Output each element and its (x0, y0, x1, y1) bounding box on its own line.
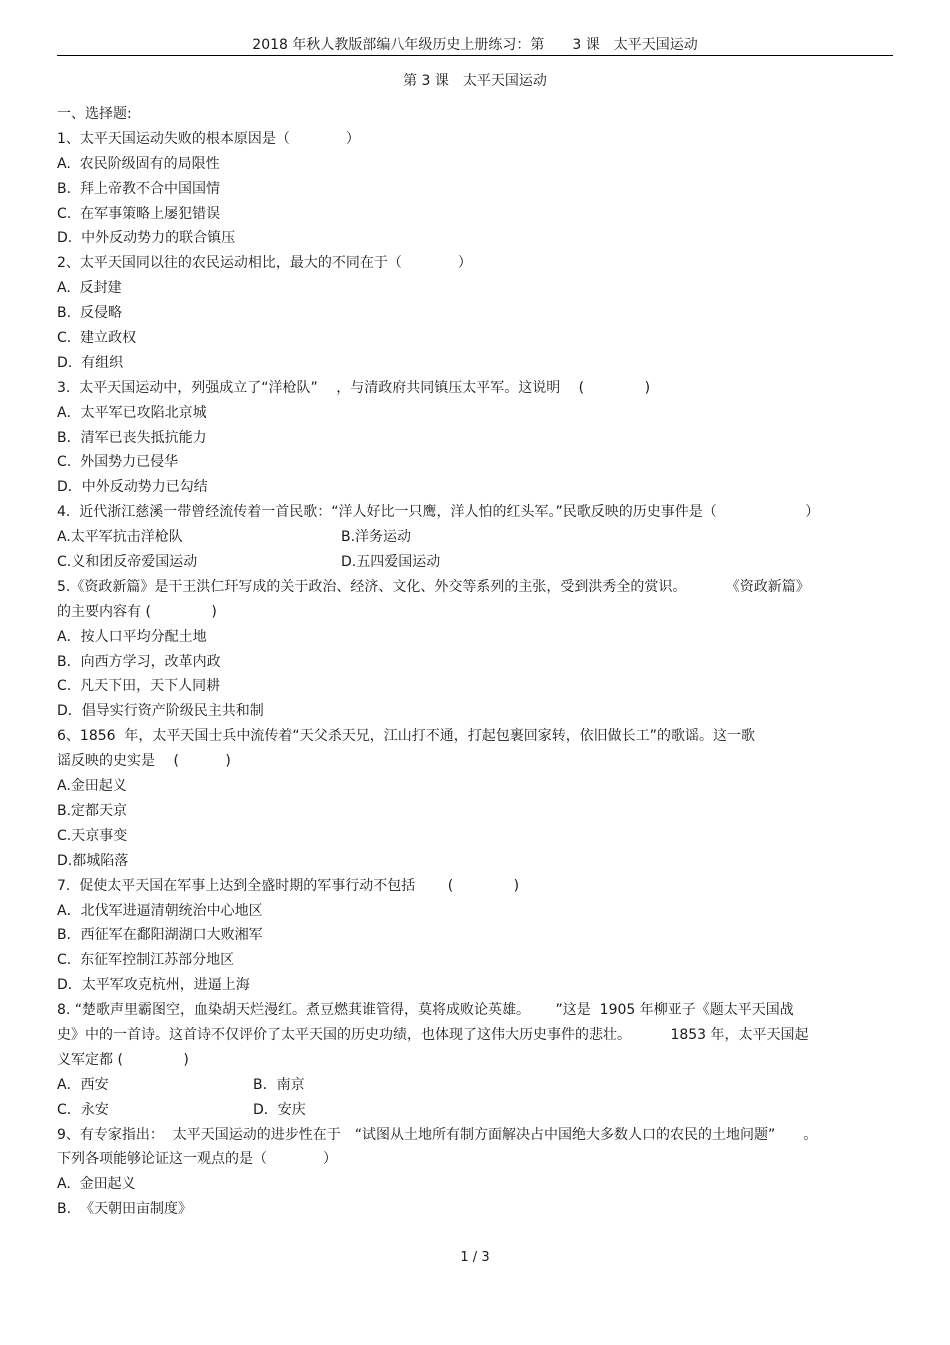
question-block-2 (57, 575, 893, 1073)
text-line: C. 建立政权 (57, 330, 137, 347)
text-line: 9、有专家指出： 太平天国运动的进步性在于 “试图从土地所有制方面解决占中国绝大多数人口的农民的土地问题” 。 (57, 1126, 818, 1143)
option-row (57, 1098, 893, 1123)
text-line: B．西征军在鄱阳湖湖口大败湘军 (57, 927, 263, 944)
text-line: B.定都天京 (57, 802, 128, 819)
text-line: A．按人口平均分配土地 (57, 628, 207, 645)
answer-option: C.义和团反帝爱国运动 (57, 554, 198, 571)
page-number: 1 / 3 (460, 1250, 490, 1265)
text-line: 的主要内容有 ( ) (57, 603, 217, 620)
text-line: D. 有组织 (57, 354, 124, 371)
text-line: A．北伐军进逼清朝统治中心地区 (57, 902, 263, 919)
answer-option: D.五四爱国运动 (341, 554, 441, 571)
text-line: 1、太平天国运动失败的根本原因是（ ） (57, 130, 360, 147)
page-header: 2018 年秋人教版部编八年级历史上册练习：第 3 课 太平天国运动 (252, 37, 698, 53)
q8-options (57, 1073, 893, 1123)
text-line: A. 农民阶级固有的局限性 (57, 155, 220, 172)
text-line: D．太平军攻克杭州，进逼上海 (57, 977, 250, 994)
option-row (57, 525, 893, 550)
text-line: A. 金田起义 (57, 1176, 136, 1193)
text-line: C.天京事变 (57, 827, 128, 844)
text-line: B. 反侵略 (57, 305, 122, 322)
text-line: 义军定都 ( ) (57, 1051, 189, 1068)
page-title: 第 3 课 太平天国运动 (403, 73, 547, 89)
text-line: 4. 近代浙江慈溪一带曾经流传着一首民歌：“洋人好比一只鹰，洋人怕的红头军。”民歌反映的历史事件是（ ） (57, 504, 820, 521)
answer-option: C．永安 (57, 1101, 109, 1118)
text-line: B．向西方学习，改革内政 (57, 653, 221, 670)
answer-option: A.太平军抗击洋枪队 (57, 529, 183, 546)
text-line: B. 《天朝田亩制度》 (57, 1201, 192, 1218)
exercise-content (57, 102, 893, 1222)
text-line: D.都城陷落 (57, 852, 129, 869)
text-line: C. 凡天下田，天下人同耕 (57, 678, 221, 695)
text-line: 谣反映的史实是 ( ) (57, 753, 231, 770)
answer-option: D．安庆 (253, 1101, 306, 1118)
question-block-1 (57, 127, 893, 525)
option-row (57, 1073, 893, 1098)
text-line: 2、太平天国同以往的农民运动相比，最大的不同在于（ ） (57, 255, 472, 272)
text-line: A. 反封建 (57, 280, 122, 297)
text-line: C. 外国势力已侵华 (57, 454, 179, 471)
answer-option: B．南京 (253, 1076, 305, 1093)
answer-option: A．西安 (57, 1076, 109, 1093)
answer-option: B.洋务运动 (341, 529, 412, 546)
text-line: 下列各项能够论证这一观点的是（ ） (57, 1151, 337, 1168)
text-line: D. 中外反动势力的联合镇压 (57, 230, 236, 247)
text-line: A.金田起义 (57, 778, 127, 795)
text-line: D．倡导实行资产阶级民主共和制 (57, 703, 264, 720)
text-line: B. 拜上帝教不合中国国情 (57, 180, 220, 197)
text-line: 5.《资政新篇》是干王洪仁玕写成的关于政治、经济、文化、外交等系列的主张，受到洪秀全的赏识。 《资政新篇》 (57, 578, 810, 595)
header-divider (57, 55, 893, 56)
option-row (57, 550, 893, 575)
text-line: D．中外反动势力已勾结 (57, 479, 208, 496)
text-line: C. 东征军控制江苏部分地区 (57, 952, 235, 969)
text-line: 6、1856 年，太平天国士兵中流传着“天父杀天兄，江山打不通，打起包裹回家转，依旧做长工”的歌谣。这一歌 (57, 728, 755, 745)
text-line: A．太平军已攻陷北京城 (57, 404, 207, 421)
text-line: 8. “楚歌声里霸图空，血染胡天烂漫红。煮豆燃萁谁管得，莫将成败论英雄。 ”这是 1905 年柳亚子《题太平天国战 (57, 1002, 794, 1019)
text-line: 3. 太平天国运动中，列强成立了“洋枪队” ，与清政府共同镇压太平军。这说明 ( ) (57, 379, 651, 396)
q4-options (57, 525, 893, 575)
text-line: B．清军已丧失抵抗能力 (57, 429, 207, 446)
text-line: 史》中的一首诗。这首诗不仅评价了太平天国的历史功绩，也体现了这伟大历史事件的悲壮。 1853 年，太平天国起 (57, 1026, 809, 1043)
text-line: C. 在军事策略上屡犯错误 (57, 205, 221, 222)
question-block-3 (57, 1123, 893, 1223)
text-line: 7. 促使太平天国在军事上达到全盛时期的军事行动不包括 ( ) (57, 877, 520, 894)
section-heading: 一、选择题: (57, 106, 132, 122)
